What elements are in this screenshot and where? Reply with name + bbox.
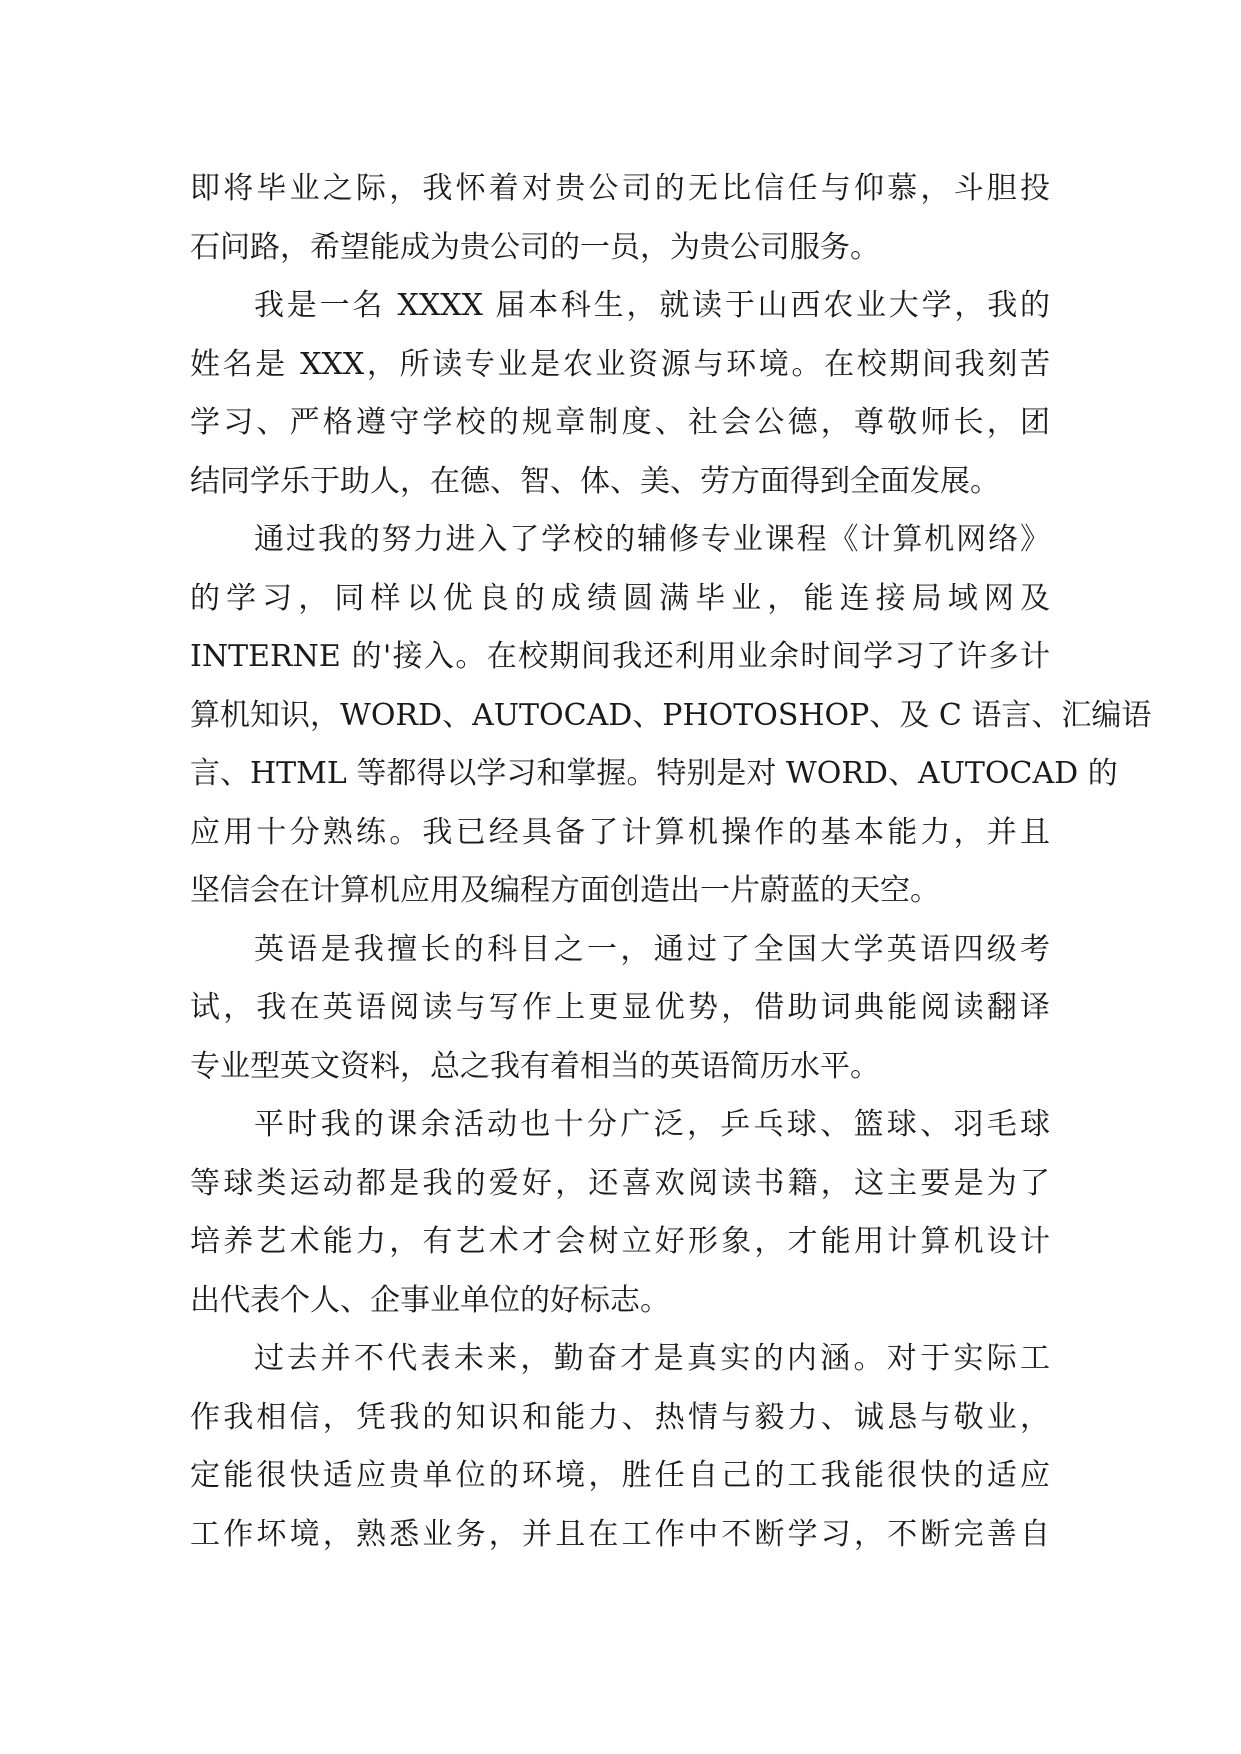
text-line: 等球类运动都是我的爱好，还喜欢阅读书籍，这主要是为了 <box>190 1165 1050 1201</box>
text-line: 平时我的课余活动也十分广泛，乒乓球、篮球、羽毛球 <box>254 1107 1050 1142</box>
text-line: 英语是我擅长的科目之一，通过了全国大学英语四级考 <box>254 931 1050 967</box>
text-line: 专业型英文资料，总之我有着相当的英语简历水平。 <box>190 1048 880 1084</box>
body-text <box>190 160 1152 1564</box>
text-line: 应用十分熟练。我已经具备了计算机操作的基本能力，并且 <box>190 814 1050 850</box>
text-line: 作我相信，凭我的知识和能力、热情与毅力、诚恳与敬业， <box>190 1399 1050 1435</box>
text-line: 姓名是 XXX，所读专业是农业资源与环境。在校期间我刻苦 <box>190 346 1050 382</box>
text-line: 过去并不代表未来，勤奋才是真实的内涵。对于实际工 <box>254 1341 1050 1376</box>
text-line: 定能很快适应贵单位的环境，胜任自己的工我能很快的适应 <box>190 1458 1050 1493</box>
text-line: 结同学乐于助人，在德、智、体、美、劳方面得到全面发展。 <box>190 463 1000 499</box>
text-line: 算机知识，WORD、AUTOCAD、PHOTOSHOP、及 C 语言、汇编语 <box>190 697 1152 733</box>
paragraph <box>190 277 1050 511</box>
text-line: 培养艺术能力，有艺术才会树立好形象，才能用计算机设计 <box>190 1224 1050 1259</box>
text-line: 石问路，希望能成为贵公司的一员，为贵公司服务。 <box>190 229 880 265</box>
text-line: 工作坏境，熟悉业务，并且在工作中不断学习，不断完善自 <box>190 1516 1050 1552</box>
paragraph <box>190 1330 1050 1564</box>
text-line: 学习、严格遵守学校的规章制度、社会公德，尊敬师长，团 <box>190 405 1050 440</box>
paragraph <box>190 160 1050 277</box>
text-line: 试，我在英语阅读与写作上更显优势，借助词典能阅读翻译 <box>190 990 1050 1025</box>
text-line: 出代表个人、企事业单位的好标志。 <box>190 1282 670 1318</box>
paragraph <box>190 921 1050 1097</box>
paragraph <box>190 511 1152 921</box>
text-line: INTERNE 的'接入。在校期间我还利用业余时间学习了许多计 <box>190 639 1050 674</box>
paragraph <box>190 1096 1050 1330</box>
text-line: 通过我的努力进入了学校的辅修专业课程《计算机网络》 <box>254 522 1050 557</box>
text-line: 我是一名 XXXX 届本科生，就读于山西农业大学，我的 <box>254 288 1050 323</box>
text-line: 的学习，同样以优良的成绩圆满毕业，能连接局域网及 <box>190 580 1050 616</box>
text-line: 言、HTML 等都得以学习和掌握。特别是对 WORD、AUTOCAD 的 <box>190 756 1118 791</box>
text-line: 坚信会在计算机应用及编程方面创造出一片蔚蓝的天空。 <box>190 873 940 908</box>
text-line: 即将毕业之际，我怀着对贵公司的无比信任与仰慕，斗胆投 <box>190 171 1050 206</box>
